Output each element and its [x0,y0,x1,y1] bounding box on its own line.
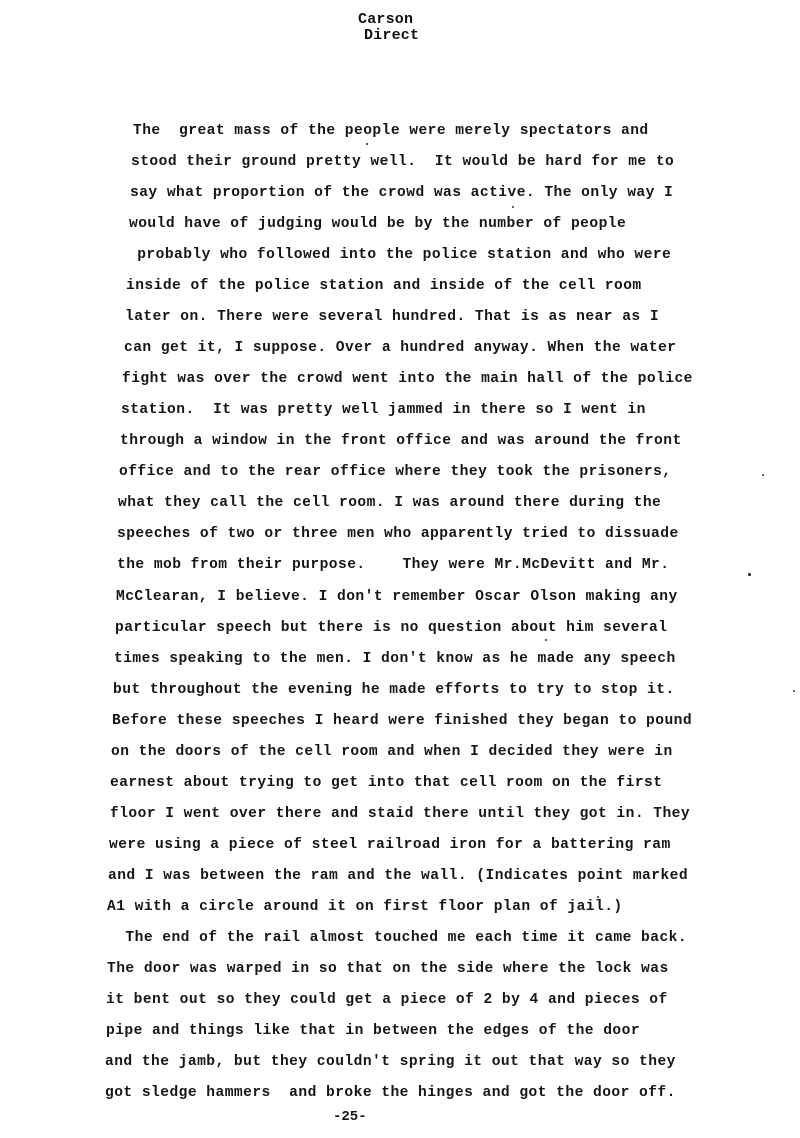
witness-name: Carson [358,11,414,28]
transcript-line: station. It was pretty well jammed in there so I went in [121,402,646,418]
page-header [355,12,419,44]
scan-speck [793,690,795,692]
transcript-line: The end of the rail almost touched me each time it came back. [107,930,688,946]
transcript-line: earnest about trying to get into that cell room on the first [110,775,663,791]
transcript-line: would have of judging would be by the number of people [129,216,627,232]
scan-speck [512,206,514,208]
transcript-line: it bent out so they could get a piece of 2 by 4 and pieces of [106,992,668,1008]
transcript-line: particular speech but there is no question about him several [115,620,668,636]
transcript-line: and the jamb, but they couldn't spring it out that way so they [105,1054,676,1070]
scan-speck [545,639,547,641]
transcript-line: fight was over the crowd went into the main hall of the police [122,371,693,387]
transcript-line: pipe and things like that in between the edges of the door [106,1023,641,1039]
transcript-line: A1 with a circle around it on first floor plan of jail.) [107,899,623,915]
transcript-line: got sledge hammers and broke the hinges and got the door off. [105,1085,676,1101]
transcript-line: floor I went over there and staid there until they got in. They [110,806,691,822]
transcript-line: inside of the police station and inside of the cell room [126,278,642,294]
transcript-line: McClearan, I believe. I don't remember Oscar Olson making any [116,589,678,605]
transcript-line: and I was between the ram and the wall. (Indicates point marked [108,868,689,884]
transcript-line: on the doors of the cell room and when I decided they were in [111,744,673,760]
transcript-line: Before these speeches I heard were finished they began to pound [112,713,693,729]
transcript-line: the mob from their purpose. They were Mr.McDevitt and Mr. [117,557,670,573]
transcript-line: through a window in the front office and was around the front [120,433,682,449]
transcript-line: The great mass of the people were merely spectators and [133,123,649,139]
transcript-line: probably who followed into the police station and who were [128,247,672,263]
transcript-line: were using a piece of steel railroad iron for a battering ram [109,837,671,853]
scan-speck [597,896,599,898]
transcript-line: The door was warped in so that on the side where the lock was [107,961,669,977]
transcript-line: office and to the rear office where they took the prisoners, [119,464,672,480]
transcript-line: times speaking to the men. I don't know as he made any speech [114,651,676,667]
transcript-line: say what proportion of the crowd was active. The only way I [130,185,674,201]
transcript-line: but throughout the evening he made efforts to try to stop it. [113,682,675,698]
scan-speck [748,573,751,576]
transcript-line: speeches of two or three men who apparently tried to dissuade [117,526,679,542]
transcript-line: what they call the cell room. I was around there during the [118,495,662,511]
transcript-line: stood their ground pretty well. It would be hard for me to [131,154,675,170]
scan-speck [366,143,368,145]
page-number: -25- [333,1109,367,1125]
examination-type: Direct [364,27,420,44]
scan-speck [762,474,764,476]
transcript-line: can get it, I suppose. Over a hundred anyway. When the water [124,340,677,356]
transcript-line: later on. There were several hundred. That is as near as I [125,309,660,325]
